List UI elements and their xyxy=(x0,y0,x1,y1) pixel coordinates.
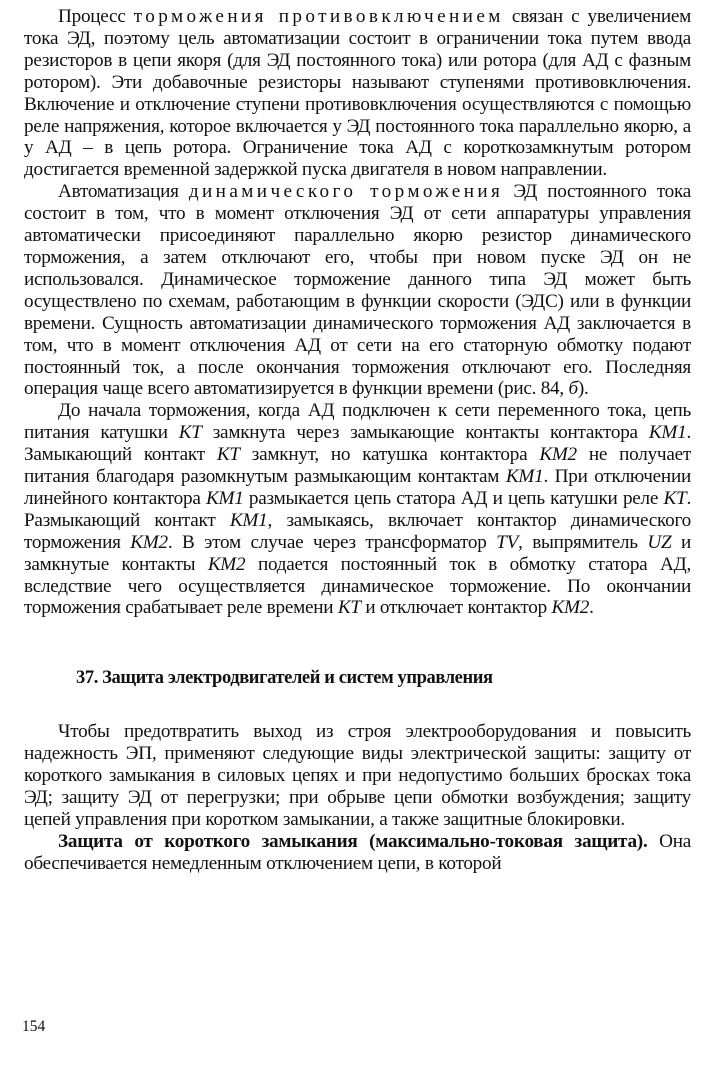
designation-italic: б xyxy=(568,378,578,400)
text-run: ЭД постоянного тока состоит в том, что в момент отключения ЭД от сети аппаратуры управления автоматически присоединяют параллельно якорю резистор динамического торможения, а затем отключают его, чтобы при новом пуске ЭД он не использовался. Динамическое торможение данного типа ЭД может быть осуществлено по схемам, работающим в функции скорости (ЭДС) или в функции времени. Сущность автоматизации динамического торможения АД заключается в том, что в момент отключения АД от сети на его статорную обмотку подают постоянный ток, а после окончания торможения отключают его. Последняя операция чаще всего автоматизируется в функции времени (рис. 84, xyxy=(24,181,691,400)
text-run: замкнута через замыкающие контакты контактора xyxy=(201,422,649,444)
designation-italic: КТ xyxy=(216,444,240,466)
text-run: подается постоянный ток в обмотку статора АД, вследствие чего осуществляется динамическое торможение. По окончании торможения срабатывает реле времени xyxy=(24,553,692,619)
text-run: размыкается цепь статора АД и цепь катушки реле xyxy=(243,487,664,509)
designation-italic: КМ1 xyxy=(205,487,244,509)
designation-italic: КТ xyxy=(178,422,202,444)
designation-italic: КТ xyxy=(337,597,361,619)
designation-italic: UZ xyxy=(647,531,672,553)
paragraph-circuit-description xyxy=(24,400,691,619)
section-heading: 37. Защита электродвигателей и систем управления xyxy=(76,668,493,689)
text-run: , замыкаясь, включает контактор динамического торможения xyxy=(24,509,691,553)
designation-italic: КМ1 xyxy=(229,509,268,531)
text-run: . Размыкающий контакт xyxy=(24,487,691,531)
text-run: Чтобы предотвратить выход из строя электрооборудования и повысить надежность ЭП, применяют следующие виды электрической защиты: защиту от короткого замыкания в силовых цепях и при недопустимо больших бросках тока ЭД; защиту ЭД от перегрузки; при обрыве цепи обмотки возбуждения; защиту цепей управления при коротком замыкании, а также защитные блокировки. xyxy=(24,721,691,830)
text-run: Процесс xyxy=(58,6,134,27)
text-run: . Замыкающий контакт xyxy=(24,422,691,466)
paragraph-protection-types xyxy=(24,721,691,831)
body-text-bottom xyxy=(24,721,691,874)
text-run: Автоматизация xyxy=(58,181,189,203)
text-run: Она обеспечивается немедленным отключением цепи, в которой xyxy=(24,830,691,874)
designation-italic: КМ1 xyxy=(648,422,687,444)
text-run: и отключает контактор xyxy=(360,597,552,619)
paragraph-short-circuit-protection xyxy=(24,831,691,875)
designation-italic: КМ2 xyxy=(130,531,168,553)
text-run: и замкнутые контакты xyxy=(24,531,692,575)
run-in-heading: Защита от короткого замыкания (максимально-токовая защита). xyxy=(58,830,648,852)
designation-italic: КМ1 xyxy=(505,466,544,488)
designation-italic: КМ2 xyxy=(551,597,590,619)
text-run: . xyxy=(589,597,594,619)
text-run: . В этом случае через трансформатор xyxy=(167,531,497,553)
designation-italic: КМ2 xyxy=(539,444,577,466)
paragraph-counter-current-braking xyxy=(24,6,691,181)
text-run: связан с увеличением тока ЭД, поэтому цель автоматизации состоит в ограничении тока путем ввода резисторов в цепи якоря (для ЭД постоянного тока) или ротора (для АД с фазным ротором). Эти добавочные резисторы называют ступенями противовключения. Включение и отключение ступени противовключения осуществляются с помощью реле напряжения, которое включается у ЭД постоянного тока параллельно якорю, а у АД – в цепь ротора. Ограничение тока АД с короткозамкнутым ротором достигается временной задержкой пуска двигателя в новом направлении. xyxy=(24,6,692,181)
spaced-term: динамического торможения xyxy=(188,181,504,203)
designation-italic: КМ2 xyxy=(207,553,246,575)
spaced-term: торможения противовключением xyxy=(133,6,504,27)
body-text-top xyxy=(24,6,691,619)
text-run: ). xyxy=(577,378,589,400)
designation-italic: TV xyxy=(496,531,519,553)
text-run: не получает питания благодаря разомкнутым размыкающим контактам xyxy=(24,444,691,488)
page-number: 154 xyxy=(22,1018,46,1035)
paragraph-dynamic-braking xyxy=(24,181,691,400)
text-run: замкнут, но катушка контактора xyxy=(239,444,540,466)
text-run: , выпрямитель xyxy=(518,531,648,553)
designation-italic: КТ xyxy=(663,487,687,509)
text-run: До начала торможения, когда АД подключен к сети переменного тока, цепь питания катушки xyxy=(24,400,691,444)
text-run: . При отключении линейного контактора xyxy=(24,466,691,509)
